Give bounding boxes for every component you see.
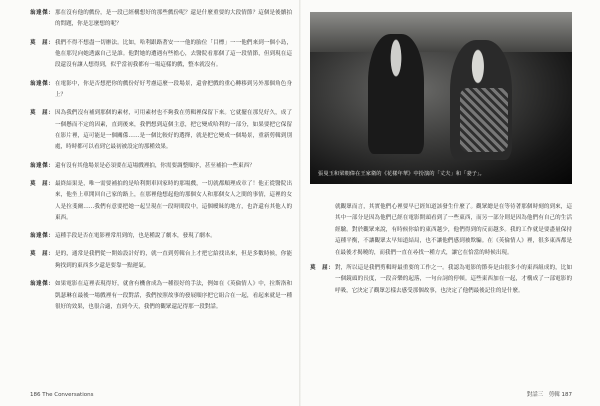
speaker-label: 莫 屈：: [30, 180, 55, 187]
folio-left: 186 The Conversations: [30, 392, 94, 398]
speech-text: 如果電影在這裡表現得好，就會有機會成為一種很好的手法，例如在《英倫情人》中，拉斯洛和凱瑟琳在最後一場戲裡有一段對話，我們按照故事的發展順序把它組合在一起，看起來就是一種很好的效果，也很合適，直到今天，我們的觀眾還記得那一段對話。: [55, 281, 292, 310]
dialogue-entry: [30, 249, 292, 272]
speech-text: 是的，通常是我們從一開始設計好的，就一直到剪輯台上才把它給找出來，但是多數時候，你能夠找到的東西多少還是要靠一點運氣。: [55, 251, 292, 269]
right-page: [310, 8, 572, 394]
speech-text: 對，所以這是我們剪輯時最重要的工作之一。我認為電影的節奏是由很多小的東西組成的，比如一個鏡頭的長度，一段音樂的起落，一句台詞的停頓。這些東西加在一起，才構成了一部電影的呼吸，它決定了觀眾怎樣去感受那個故事，也決定了他們最後記住的是什麼。: [335, 265, 572, 294]
dialogue-entry: [310, 263, 572, 297]
photo-caption: 張曼玉和梁朝偉在王家衛的《花樣年華》中扮演的「丈夫」和「妻子」。: [318, 171, 485, 177]
left-page: [30, 8, 292, 394]
film-still-photo: [310, 12, 572, 184]
speech-text: 我們不得不想盡一切辦法。比如，哈利跟路著安一一他的胎位「目標」一一他們來到一個小島，他在那兒向她透露自己是誰。他對她的遭遇有些擔心，去醫院看那個了這一段情節，但到現在這段還沒有讓人想得到，似乎當初我都有一場這樣的戲，整本就沒有。: [55, 39, 292, 69]
photo-patterned-dress: [460, 88, 508, 152]
dialogue-entry: [30, 79, 292, 102]
dialogue-entry: [30, 279, 292, 313]
speaker-label: 莫 屈：: [30, 251, 55, 258]
dialogue-entry: [30, 8, 292, 31]
speaker-label: 翁達傑：: [30, 233, 55, 240]
speaker-label: 翁達傑：: [30, 162, 55, 169]
dialogue-entry: [30, 38, 292, 72]
speech-text: 因為我們沒有補到那個的素材，可用素材也不夠我在剪輯裡保留下來。它就擺在那兒好久，成了一個懸而不定的因素，直到後來，我們想到這個主意，把它變成哈利的一部分，如果要把它保留在影片裡，這可能是一個關係……是一個比較好的選擇，就是把它變成一個場景，重新剪輯到別處，時時都可以看到它最初被設定的那種效果。: [55, 110, 292, 151]
dialogue-entry: [30, 231, 292, 242]
speech-text: 那在沒有他的戲份，是一段已經構想好的那些戲份呢？還是什麼重要的大段情節？這個是後續拍的問題，你是怎麼想的呢？: [55, 10, 292, 28]
right-page-body: [310, 202, 572, 297]
speaker-label: 翁達傑：: [30, 80, 55, 87]
continued-paragraph: 就觀眾而言，其實他們心裡要早已經知道該發生什麼了。觀眾總是在等待著那個時刻的到來，這其中一部分是因為他們已經在電影開頭看到了一些東西，而另一部分則是因為他們有自己的生活經驗。對於觀眾來說，有時候你給的東西越少，他們得到的反而越多。我的工作就是要盡量保持這種平衡，不讓觀眾太早知道結局，也不讓他們感到被欺騙。在《英倫情人》裡，很多東西都是在最後才揭曉的，而我們一直在尋找一種方式，讓它在恰當的時候出現。: [335, 204, 572, 256]
photo-window-light: [310, 12, 572, 52]
speaker-label: 翁達傑：: [30, 281, 55, 288]
speaker-label: 莫 屈：: [30, 39, 55, 46]
dialogue-entry: [30, 179, 292, 225]
dialogue-entry: [30, 161, 292, 172]
speaker-label: 翁達傑：: [30, 10, 55, 16]
speech-text: 這種手段是否在電影裡常用到的，也是種說了劇本，發現了劇本。: [55, 233, 216, 240]
speech-text: 在電影中，你是否想把你的戲份好好考慮這麼一段場景，還會把戲的重心轉移到另外那個角色身上？: [55, 80, 292, 99]
page-gutter: [299, 0, 301, 406]
speaker-label: 莫 屈：: [310, 265, 335, 272]
speech-text: 最終結果是，唯一需要補拍的是哈利開車回家時的那場戲，一切就都順理成章了！他正從醫院出來，他坐上車開回自己家的路上，在那裡他想起他的那個女人和那個女人之間的事情，這裡的女人是拉斐爾……我們有意要把她一起呈現在一段時間段中，這個曖昧的地方，也許還有其他人的東西。: [55, 180, 292, 222]
speech-text: 還有沒有其他場景是必須要在這場戲裡拍，你需要調整順序，甚至補拍一些東西？: [55, 162, 255, 169]
folio-right: 對話三 剪輯 187: [526, 392, 572, 398]
speaker-label: 莫 屈：: [30, 110, 55, 117]
dialogue-entry: [30, 108, 292, 154]
photo-figure-man: [368, 34, 424, 154]
